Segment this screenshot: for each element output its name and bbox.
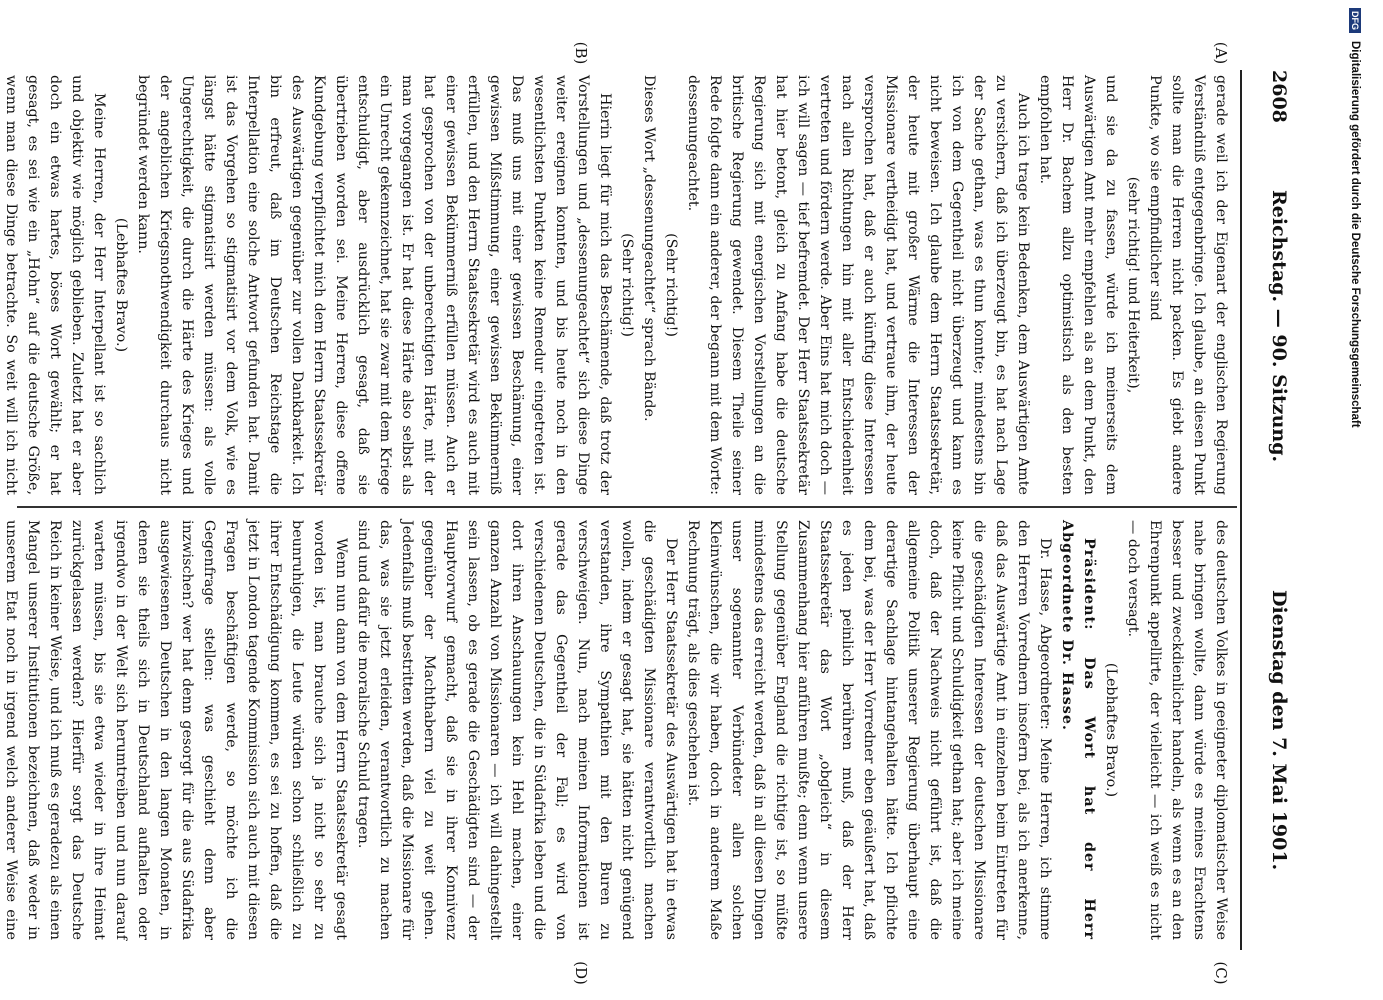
running-header xyxy=(1260,70,1300,950)
margin-letter-c: (C) xyxy=(1212,961,1230,985)
paragraph: Dr. Hasse, Abgeordneter: Meine Herren, ich stimme den Herren Vorrednern insofern bei, als ich anerkenne, daß das Auswärtige Amt in einzelnen beim Eintreten für die geschädigten Interessen der deutschen Missionare keine Pflicht und Schuldigkeit gethan hat; aber ich meine doch, daß der Nachweis nicht geführt ist, daß die allgemeine Politik unserer Regierung überhaupt eine derartige Sachlage hintangehalten hätte. Ich pflichte dem bei, was der Herr Vorredner eben geäußert hat, daß es jeden peinlich berühren muß, daß der Herr Staatssekretär das Wort „obgleich“ in diesem Zusammenhang hier anführen mußte; denn wenn unsere Stellung gegenüber England die richtige ist, so müßte mindestens das erreicht werden, daß in all diesen Dingen unser sogenannter Verbündeter allen solchen Kleinwünschen, die wir haben, doch in anderem Maße Rechnung trägt, als dies geschehen ist. xyxy=(685,520,1053,940)
paragraph: Auch ich trage kein Bedenken, dem Auswärtigen Amte zu versichern, daß ich überzeugt bin, es hat nach Lage der Sache gethan, was es thun konnte; mindestens bin ich von dem Gegentheil nicht überzeugt und kann es nicht beweisen. Ich glaube dem Herrn Staatssekretär, der heute mit großer Wärme die Interessen der Missionare vertheidigt hat, und vertraue ihm, der heute versprochen hat, daß er auch künftig diese Interessen nach allen Richtungen hin mit aller Entschiedenheit vertreten und fördern werde. Aber Eins hat mich doch — ich will sagen — tief befremdet. Der Herr Staatssekretär hat hier betont, gleich zu Anfang habe die deutsche Regierung sich mit energischen Vorstellungen an die britische Regierung gewendet. Diesem Theile seiner Rede folgte dann ein anderer, der begann mit dem Worte: dessenungeachtet. xyxy=(685,75,1031,495)
paragraph: Dieses Wort „dessenungeachtet“ sprach Bände. xyxy=(641,75,657,422)
margin-letter-a: (A) xyxy=(1212,41,1230,65)
paragraph: Meine Herren, der Herr Interpellant ist so sachlich und objektiv wie möglich geblieben. Zuletzt hat er aber doch ein etwas hartes, böses Wort gewählt; er hat gesagt, es sei wie ein „Hohn“ auf die deutsche Größe, wenn man diese Dinge betrachte. So weit will ich nicht xyxy=(3,75,107,495)
paragraph: Wenn nun dann von dem Herrn Staatssekretär gesagt worden ist, man brauche sich ja nicht so sehr zu beunruhigen, die Leute würden schon schließlich zu ihrer Entschädigung kommen, es sei zu hoffen, daß die jetzt in London tagende Kommission sich auch mit diesen Fragen beschäftigen werde, so möchte ich die Gegenfrage stellen: was geschieht denn aber inzwischen? wer hat denn gesorgt für die aus Südafrika ausgewiesenen Deutschen in den langen Monaten, in denen sie theils sich in Deutschland aufhalten oder irgendwo in der Welt sich herumtreiben und nun darauf warten müssen, bis sie etwa wieder in ihre Heimat zurückgelassen werden? Hierfür sorgt das Deutsche Reich in keiner Weise, und ich muß es geradezu als einen Mangel unserer Institutionen bezeichnen, daß weder in unserem Etat noch in irgend welch anderer Weise eine xyxy=(3,520,349,940)
page-number: 2608 xyxy=(1268,70,1290,123)
left-column xyxy=(3,75,1232,495)
column-divider xyxy=(17,506,1237,508)
margin-letter-d: (D) xyxy=(572,961,590,985)
digitization-note xyxy=(1346,8,1380,988)
paragraph: des deutschen Volkes in geeigneter diplomatischer Weise nahe bringen wollte, dann würde es meines Erachtens besser und zweckdienlicher handeln, als wenn es an den Ehrenpunkt appellirte, der vielleicht — ich weiß es nicht — doch versagt. xyxy=(1125,520,1229,940)
paragraph: und sie da zu fassen, würde ich meinerseits dem Auswärtigen Amt mehr empfehlen als an dem Punkt, den Herr Dr. Bachem allzu optimistisch als den besten empfohlen hat. xyxy=(1037,75,1119,495)
interjection: (Lebhaftes Bravo.) xyxy=(1103,662,1119,798)
margin-letter-b: (B) xyxy=(572,41,590,65)
right-column xyxy=(3,520,1232,940)
interjection: (sehr richtig! und Heiterkeit), xyxy=(1125,176,1141,394)
interjection: (Sehr richtig!) xyxy=(619,233,635,337)
paragraph: Hierin liegt für mich das Beschämende, daß trotz der Vorstellungen und „dessenungeachtet“ sich diese Dinge weiter ereignen konnten, und bis heute noch in den wesentlichsten Punkten keine Remedur eingetreten ist. Das muß uns mit einer gewissen Beschämung, einer gewissen Mißstimmung, einer gewissen Bekümmerniß erfüllen, und den Herrn Staatssekretär wird es auch mit einer gewissen Bekümmerniß erfüllen müssen. Auch er hat gesprochen von der unberechtigten Härte, mit der man vorgegangen ist. Er hat diese Härte also selbst als ein Unrecht gekennzeichnet, hat sie zwar mit dem Kriege entschuldigt, aber ausdrücklich gesagt, daß sie übertrieben worden sei. Meine Herren, diese offene Kundgebung verpflichtet mich dem Herrn Staatssekretär des Auswärtigen gegenüber zur vollen Dankbarkeit. Ich bin erfreut, daß im Deutschen Reichstage die Interpellation eine solche Antwort gefunden hat. Damit ist das Vorgehen so stigmatisirt vor dem Volk, wie es längst hätte stigmatisirt werden müssen: als volle Ungerechtigkeit, die durch die Härte des Krieges und der angeblichen Kriegsnothwendigkeit durchaus nicht begründet werden kann. xyxy=(135,75,613,495)
session-title: Reichstag. — 90. Sitzung. xyxy=(1268,190,1290,463)
speaker-line: Präsident: Das Wort hat der Herr Abgeordnete Dr. Hasse. xyxy=(1059,520,1097,940)
paragraph: gerade weil ich der Eigenart der englischen Regierung Verständniß entgegenbringe. Ich glaube, an diesen Punkt sollte man die Herren nicht packen. Es giebt andere Punkte, wo sie empfindlicher sind xyxy=(1147,75,1229,495)
interjection: (Lebhaftes Bravo.) xyxy=(113,217,129,353)
dfg-logo: DFG xyxy=(1349,8,1361,33)
session-date: Dienstag den 7. Mai 1901. xyxy=(1268,590,1290,871)
header-rule xyxy=(1240,70,1242,950)
interjection: (Sehr richtig!) xyxy=(663,233,679,337)
digitization-credit: Digitalisierung gefördert durch die Deutsche Forschungsgemeinschaft xyxy=(1349,41,1361,428)
paragraph: Der Herr Staatssekretär des Auswärtigen hat in etwas die geschädigten Missionare verantwortlich machen wollen, indem er gesagt hat, sie hätten nicht genügend verstanden, ihre Sympathien mit den Buren zu verschweigen. Nun, nach meinen Informationen ist gerade das Gegentheil der Fall; es wird von verschiedenen Deutschen, die in Südafrika leben und die dort ihren Anschauungen kein Hehl machen, einer ganzen Anzahl von Missionaren — ich will dahingestellt sein lassen, ob es gerade die Geschädigten sind — der Hauptvorwurf gemacht, daß sie in ihrer Konnivenz gegenüber der Machthabern viel zu weit gehen. Jedenfalls muß bestritten werden, daß die Missionare für das, was sie jetzt erleiden, verantwortlich zu machen sind und dafür die moralische Schuld tragen. xyxy=(355,520,679,940)
